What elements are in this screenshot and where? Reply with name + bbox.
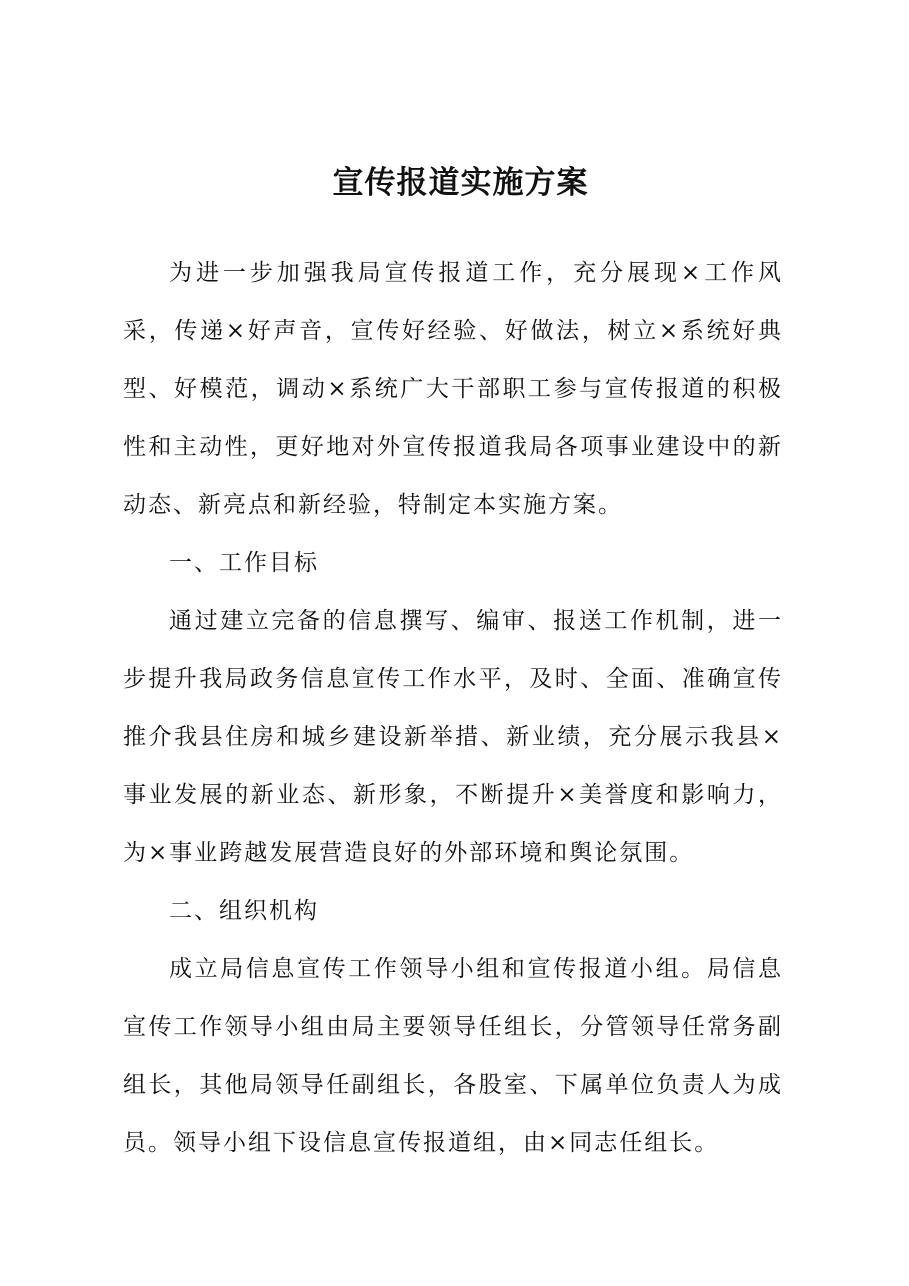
section-heading-organization: 二、组织机构 xyxy=(169,898,319,924)
goals-paragraph: 通过建立完备的信息撰写、编审、报送工作机制，进一步提升我局政务信息宣传工作水平，及时、全面、准确宣传推介我县住房和城乡建设新举措、新业绩，充分展示我县×事业发展的新业态、新形象，不断提升×美誉度和影响力，为×事业跨越发展营造良好的外部环境和舆论氛围。 xyxy=(123,608,783,866)
page-title: 宣传报道实施方案 xyxy=(332,165,589,201)
document-body xyxy=(123,244,783,1172)
intro-paragraph: 为进一步加强我局宣传报道工作，充分展现×工作风采，传递×好声音，宣传好经验、好做法，树立×系统好典型、好模范，调动×系统广大干部职工参与宣传报道的积极性和主动性，更好地对外宣传报道我局各项事业建设中的新动态、新亮点和新经验，特制定本实施方案。 xyxy=(123,260,783,518)
section-heading-goals: 一、工作目标 xyxy=(169,550,319,576)
organization-paragraph: 成立局信息宣传工作领导小组和宣传报道小组。局信息宣传工作领导小组由局主要领导任组长，分管领导任常务副组长，其他局领导任副组长，各股室、下属单位负责人为成员。领导小组下设信息宣传报道组，由×同志任组长。 xyxy=(123,956,783,1156)
